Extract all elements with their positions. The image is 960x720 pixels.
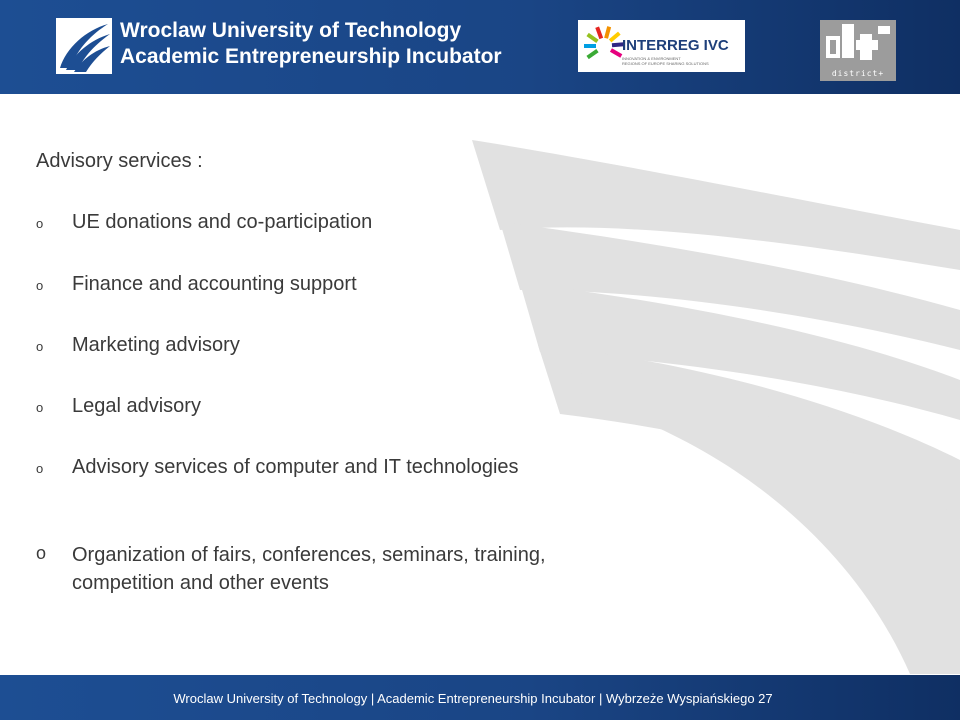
bullet-icon: o — [36, 216, 44, 231]
bullet-icon: o — [36, 339, 44, 354]
district-mark-icon — [820, 20, 896, 68]
interreg-tagline-2: REGIONS OF EUROPE SHARING SOLUTIONS — [622, 61, 709, 66]
interreg-tagline-1: INNOVATION & ENVIRONMENT — [622, 56, 681, 61]
list-item-text: Finance and accounting support — [72, 273, 357, 295]
district-logo — [820, 20, 896, 81]
list-item-text: UE donations and co-participation — [72, 211, 373, 233]
footer-bar — [0, 675, 960, 720]
interreg-burst-icon — [584, 20, 624, 72]
university-logo-icon — [56, 18, 112, 74]
header-title-line2: Academic Entrepreneurship Incubator — [120, 45, 502, 68]
district-name: district+ — [831, 69, 885, 78]
list-item-text: Legal advisory — [72, 395, 201, 417]
header-bar — [0, 0, 960, 94]
header-title — [120, 18, 502, 70]
bullet-icon: o — [36, 278, 44, 293]
list-item-text: Advisory services of computer and IT technologies — [72, 456, 519, 478]
interreg-logo — [578, 20, 745, 72]
interreg-name: INTERREG IVC — [622, 37, 729, 54]
section-heading: Advisory services : — [36, 150, 203, 172]
footer-text: Wroclaw University of Technology | Academic Entrepreneurship Incubator | Wybrzeże Wyspiańskiego 27 — [173, 691, 773, 706]
bullet-icon: o — [36, 400, 44, 415]
list-item-text: Marketing advisory — [72, 334, 240, 356]
list-item-text: Organization of fairs, conferences, seminars, training, competition and other events — [72, 544, 546, 594]
bullet-icon: o — [36, 543, 47, 563]
header-title-line1: Wroclaw University of Technology — [120, 19, 462, 42]
bullet-icon: o — [36, 461, 44, 476]
